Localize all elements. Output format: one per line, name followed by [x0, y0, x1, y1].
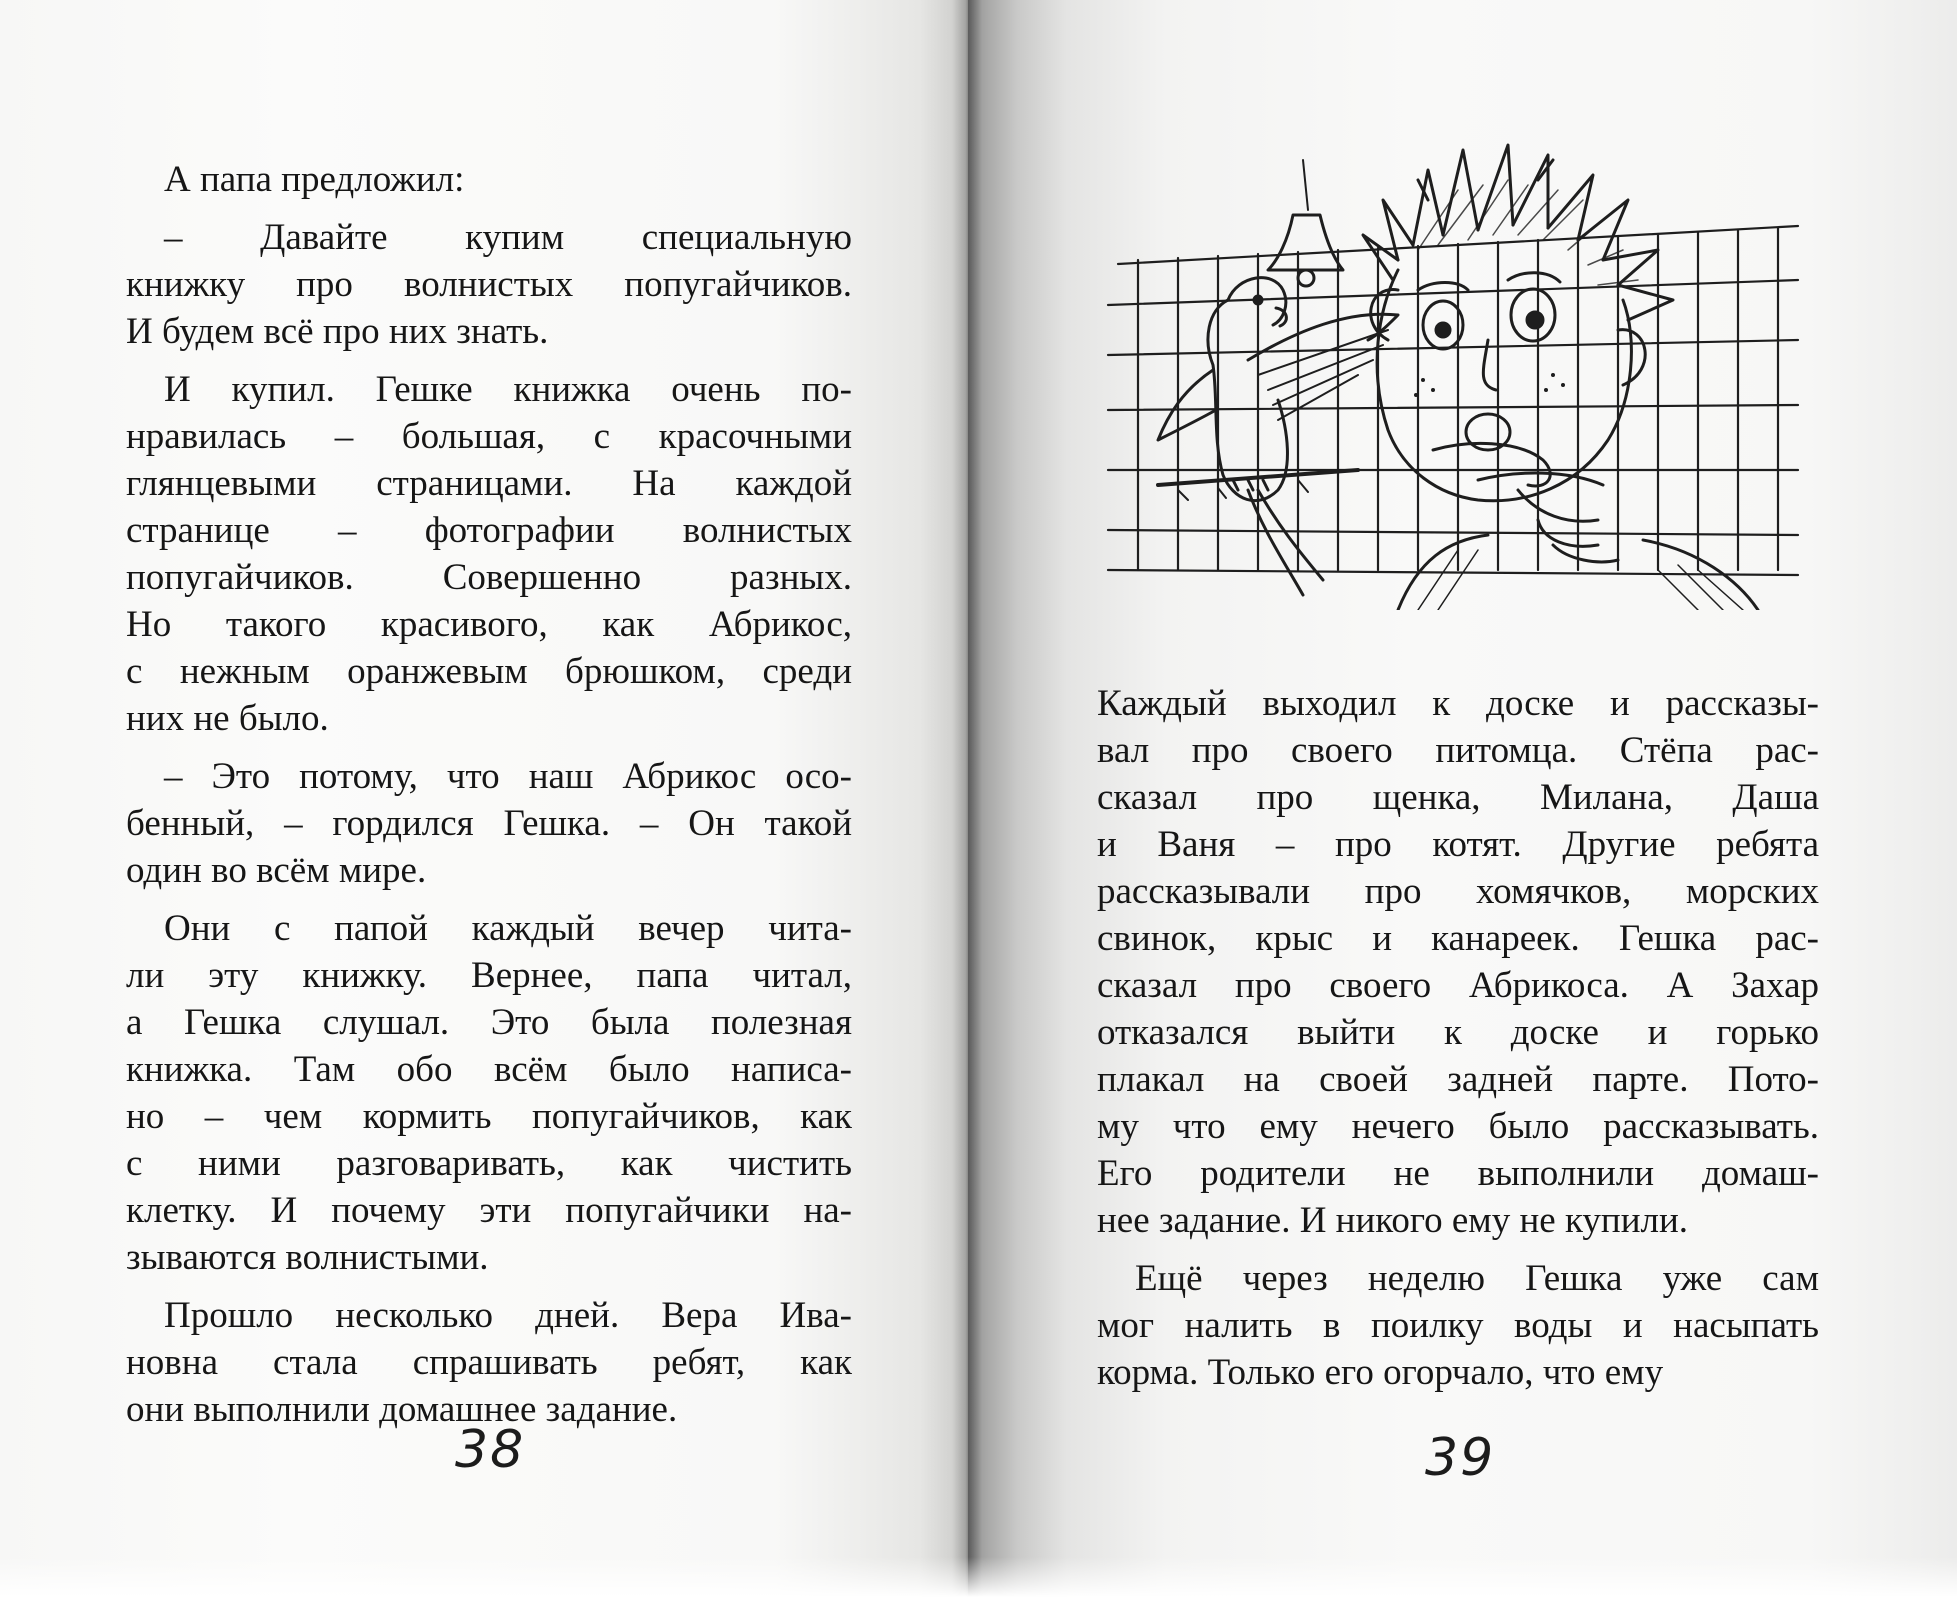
left-page-number: 38 — [455, 1420, 526, 1480]
text-line: отказался выйти к доске и горько — [1097, 1012, 1819, 1053]
text-line: с ними разговаривать, как чистить — [126, 1143, 852, 1184]
text-line: рассказывали про хомячков, морских — [1097, 871, 1819, 912]
text-line: Они с папой каждый вечер чита- — [164, 908, 852, 949]
text-line: один во всём мире. — [126, 850, 427, 891]
boy-with-budgie-in-cage-sketch-icon — [1098, 140, 1814, 610]
text-line: зываются волнистыми. — [126, 1237, 489, 1278]
text-line: вал про своего питомца. Стёпа рас- — [1097, 730, 1819, 771]
text-line: И купил. Гешке книжка очень по- — [164, 369, 852, 410]
page-bottom-edge — [0, 1557, 1957, 1597]
text-line: клетку. И почему эти попугайчики на- — [126, 1190, 852, 1231]
text-line: Но такого красивого, как Абрикос, — [126, 604, 852, 645]
text-line: корма. Только его огорчало, что ему — [1097, 1352, 1664, 1393]
text-line: они выполнили домашнее задание. — [126, 1389, 678, 1430]
text-line: сказал про щенка, Милана, Даша — [1097, 777, 1819, 818]
text-line: книжку про волнистых попугайчиков. — [126, 264, 852, 305]
left-page-text — [126, 156, 852, 1444]
book-gutter — [952, 0, 982, 1597]
text-line: и Ваня – про котят. Другие ребята — [1097, 824, 1819, 865]
text-line: странице – фотографии волнистых — [126, 510, 852, 551]
text-line: с нежным оранжевым брюшком, среди — [126, 651, 852, 692]
paragraph — [126, 214, 852, 355]
text-line: А папа предложил: — [164, 159, 465, 200]
paragraph — [126, 1292, 852, 1433]
paragraph — [126, 753, 852, 894]
text-line: свинок, крыс и канареек. Гешка рас- — [1097, 918, 1819, 959]
text-line: Его родители не выполнили домаш- — [1097, 1153, 1819, 1194]
paragraph — [1097, 1255, 1819, 1396]
paragraph — [126, 156, 852, 203]
text-line: книжка. Там обо всём было написа- — [126, 1049, 852, 1090]
text-line: нее задание. И никого ему не купили. — [1097, 1200, 1689, 1241]
text-line: нравилась – большая, с красочными — [126, 416, 852, 457]
text-line: Прошло несколько дней. Вера Ива- — [164, 1295, 852, 1336]
paragraph — [1097, 680, 1819, 1244]
text-line: – Это потому, что наш Абрикос осо- — [164, 756, 852, 797]
text-line: них не было. — [126, 698, 329, 739]
right-page-number: 39 — [1425, 1428, 1496, 1488]
text-line: а Гешка слушал. Это была полезная — [126, 1002, 852, 1043]
text-line: мог налить в поилку воды и насыпать — [1097, 1305, 1819, 1346]
text-line: сказал про своего Абрикоса. А Захар — [1097, 965, 1819, 1006]
text-line: глянцевыми страницами. На каждой — [126, 463, 852, 504]
text-line: плакал на своей задней парте. Пото- — [1097, 1059, 1819, 1100]
text-line: – Давайте купим специальную — [164, 217, 852, 258]
text-line: Каждый выходил к доске и рассказы- — [1097, 683, 1819, 724]
text-line: И будем всё про них знать. — [126, 311, 549, 352]
left-page — [0, 0, 968, 1597]
right-page-text — [1097, 680, 1819, 1407]
paragraph — [126, 366, 852, 742]
text-line: му что ему нечего было рассказывать. — [1097, 1106, 1819, 1147]
text-line: попугайчиков. Совершенно разных. — [126, 557, 852, 598]
paragraph — [126, 905, 852, 1281]
text-line: новна стала спрашивать ребят, как — [126, 1342, 852, 1383]
text-line: бенный, – гордился Гешка. – Он такой — [126, 803, 852, 844]
text-line: но – чем кормить попугайчиков, как — [126, 1096, 852, 1137]
text-line: Ещё через неделю Гешка уже сам — [1135, 1258, 1819, 1299]
text-line: ли эту книжку. Вернее, папа читал, — [126, 955, 852, 996]
